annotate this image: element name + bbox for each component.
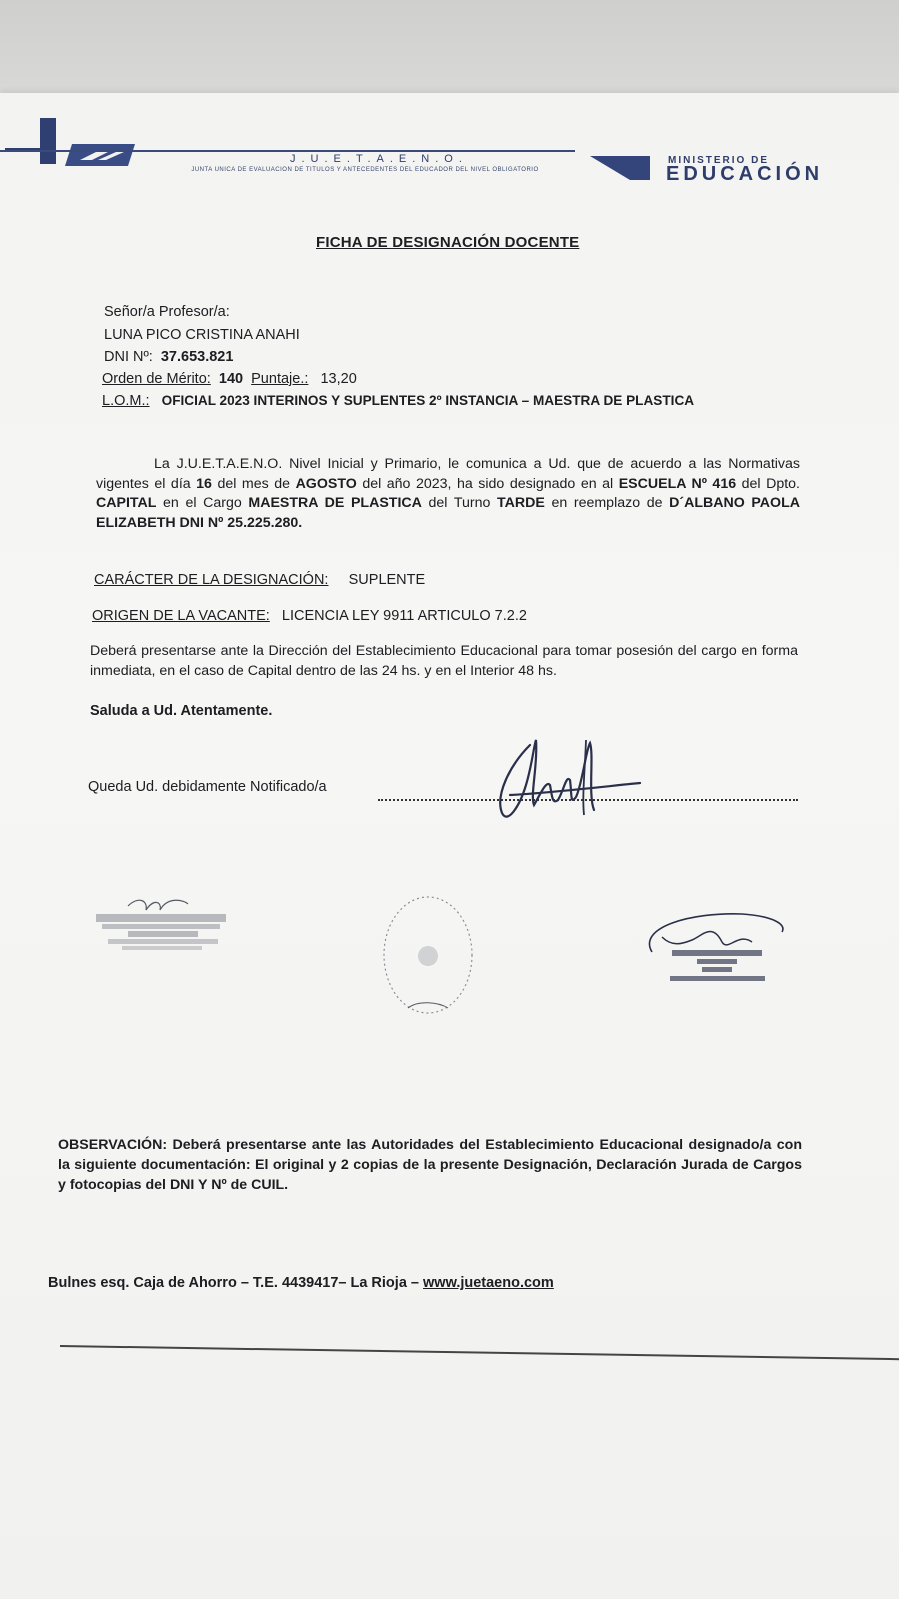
- dni-label: DNI Nº:: [104, 349, 153, 365]
- character-line: [94, 572, 425, 588]
- header-rule: [0, 150, 575, 152]
- body-text: del mes de: [211, 475, 296, 492]
- dni-line: [104, 349, 233, 365]
- score-label: Puntaje.:: [251, 371, 309, 387]
- footer-address: Bulnes esq. Caja de Ahorro – T.E. 4439417– La Rioja –: [48, 1275, 424, 1291]
- body-shift: TARDE: [497, 495, 545, 511]
- ministry-label: MINISTERIO DE: [668, 155, 770, 166]
- body-text: en reemplazo de: [544, 495, 670, 511]
- designation-paragraph: [96, 455, 800, 533]
- juetaeno-logo-icon: [0, 114, 140, 174]
- presentation-paragraph: Deberá presentarse ante la Dirección del Establecimiento Educacional para tomar posesión del cargo en forma inmediata, en el caso de Capital dentro de las 24 hs. y en el Interior 48 hs.: [90, 643, 798, 679]
- lom-line: [102, 393, 694, 409]
- background-surface: [0, 0, 899, 100]
- body-position: MAESTRA DE PLASTICA: [248, 495, 422, 511]
- ministry-name: EDUCACIÓN: [666, 163, 824, 185]
- observation-label: OBSERVACIÓN:: [58, 1137, 168, 1153]
- header-acronym: J.U.E.T.A.E.N.O.: [290, 153, 468, 165]
- body-department: CAPITAL: [96, 495, 157, 511]
- character-label: CARÁCTER DE LA DESIGNACIÓN:: [94, 572, 329, 588]
- merit-value: 140: [218, 371, 244, 387]
- teacher-name: LUNA PICO CRISTINA ANAHI: [104, 327, 300, 343]
- body-month: AGOSTO: [295, 475, 357, 492]
- origin-value: LICENCIA LEY 9911 ARTICULO 7.2.2: [281, 608, 527, 624]
- observation-text: Deberá presentarse ante las Autoridades del Establecimiento Educacional designado/a con la siguiente documentación: El original y 2 copias de la presente Designación, Declaración Jurada de Cargos y fotocopias del DNI Y Nº de CUIL.: [58, 1137, 802, 1193]
- left-official-stamp-icon: [88, 888, 238, 978]
- lom-label: L.O.M.:: [102, 393, 150, 409]
- merit-line: [102, 371, 357, 387]
- body-text: La J.U.E.T.A.E.N.O. Nivel Inicial y Primario, le comunica a Ud. que de acuerdo a las Normativas vigentes el día: [96, 456, 800, 492]
- score-value: 13,20: [320, 371, 357, 387]
- header-subtitle: JUNTA UNICA DE EVALUACION DE TITULOS Y ANTECEDENTES DEL EDUCADOR DEL NIVEL OBLIGATORIO: [191, 167, 539, 173]
- document-title: FICHA DE DESIGNACIÓN DOCENTE: [316, 234, 580, 251]
- merit-label: Orden de Mérito:: [102, 371, 211, 387]
- observation-paragraph: [58, 1135, 802, 1195]
- greeting: Señor/a Profesor/a:: [104, 304, 230, 320]
- body-school: ESCUELA Nº 416: [618, 475, 737, 492]
- right-official-stamp-icon: [632, 902, 792, 1002]
- origin-label: ORIGEN DE LA VACANTE:: [92, 608, 270, 624]
- footer-website-link[interactable]: www.juetaeno.com: [423, 1275, 554, 1291]
- lom-value: OFICIAL 2023 INTERINOS Y SUPLENTES 2º INSTANCIA – MAESTRA DE PLASTICA: [161, 393, 695, 408]
- body-text: del año 2023, ha sido designado en al: [356, 475, 619, 492]
- body-replaced-teacher: D´ALBANO PAOLA ELIZABETH DNI Nº 25.225.280.: [96, 495, 801, 531]
- center-seal-icon: [378, 890, 478, 1020]
- body-text: del Turno: [421, 495, 497, 511]
- ministry-emblem-icon: [590, 156, 650, 180]
- character-value: SUPLENTE: [348, 572, 426, 588]
- origin-line: [92, 608, 527, 624]
- footer-address-line: [48, 1275, 554, 1291]
- closing-text: Saluda a Ud. Atentamente.: [90, 703, 273, 719]
- body-text: del Dpto.: [736, 475, 800, 492]
- handwritten-signature-icon: [490, 725, 650, 835]
- notified-text: Queda Ud. debidamente Notificado/a: [88, 779, 327, 795]
- dni-value: 37.653.821: [160, 349, 234, 365]
- body-text: en el Cargo: [156, 495, 249, 511]
- body-day: 16: [196, 475, 212, 492]
